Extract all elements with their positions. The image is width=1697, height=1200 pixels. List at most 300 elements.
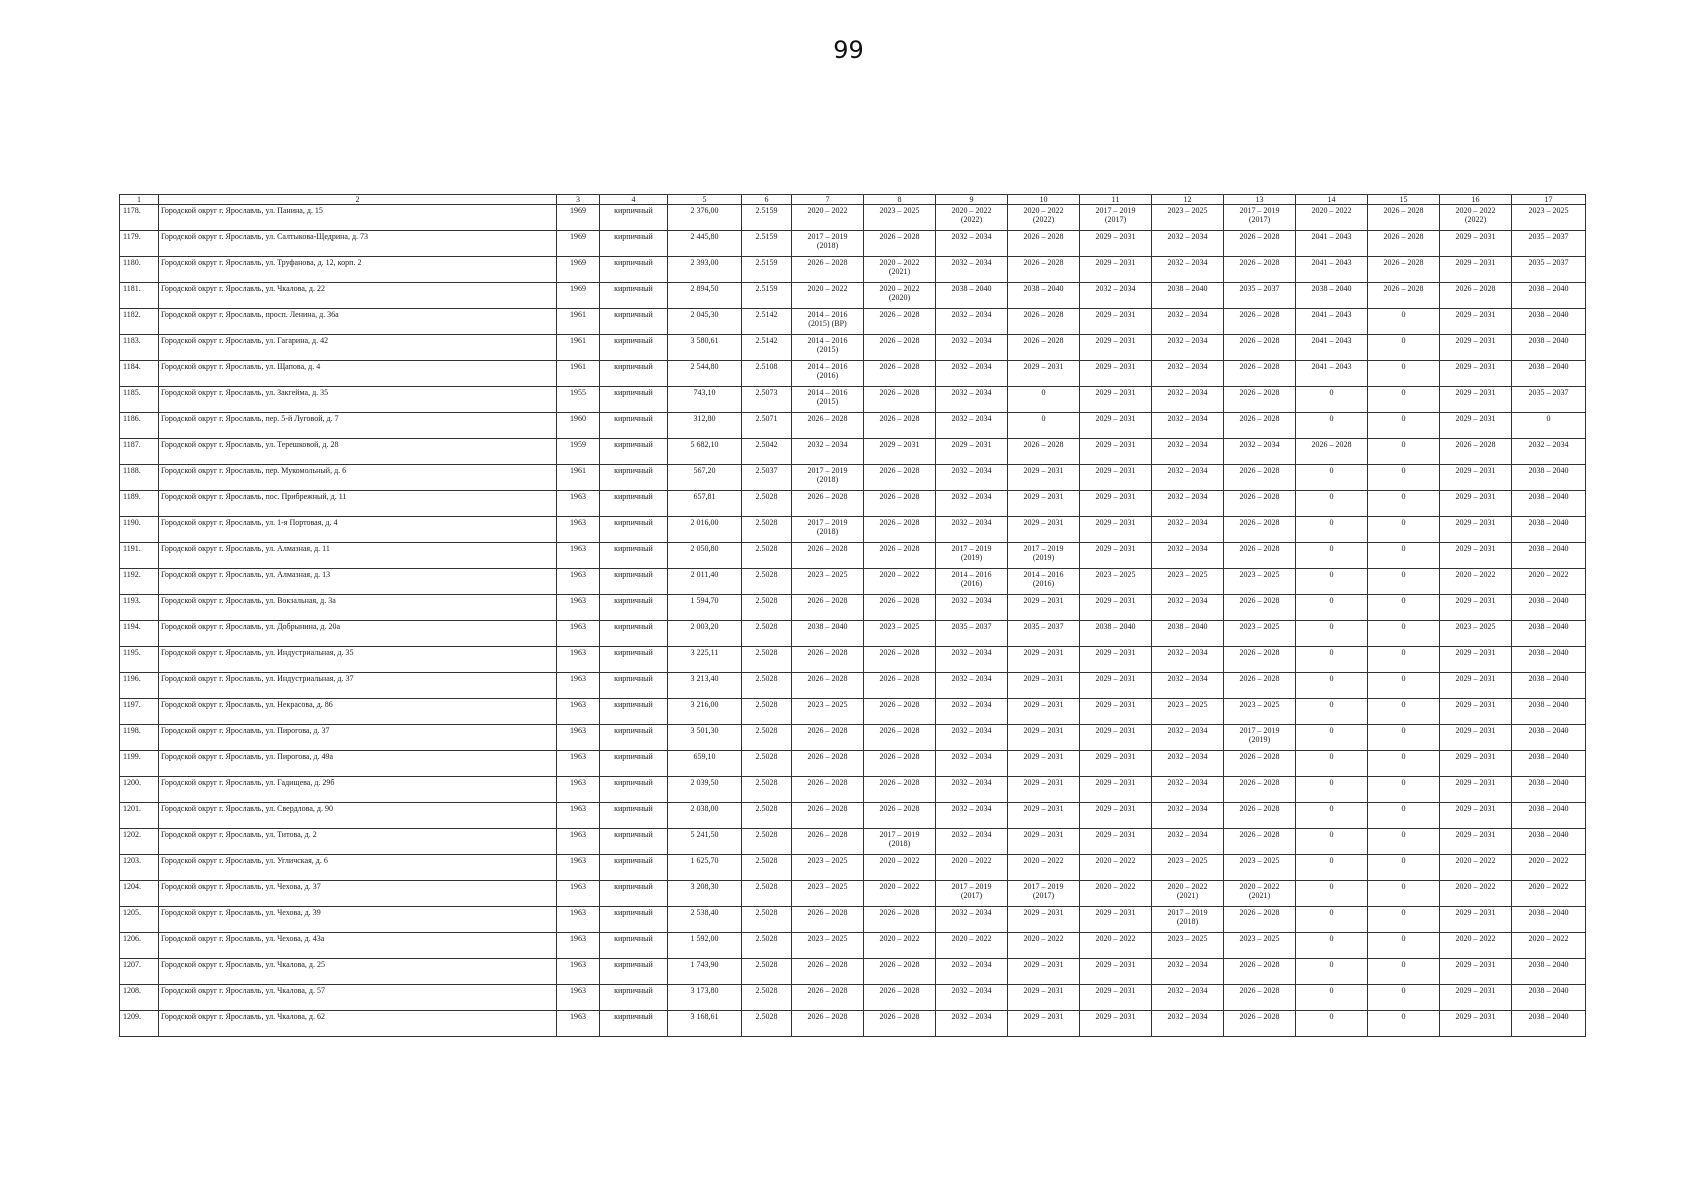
period-range: 2038 – 2040	[1528, 492, 1569, 501]
period-range: 2023 – 2025	[879, 622, 920, 631]
period-cell-col-14	[1296, 699, 1368, 725]
row-number: 1192.	[120, 569, 159, 595]
period-cell-col-15	[1368, 933, 1440, 959]
period-range: 2026 – 2028	[1383, 206, 1424, 215]
area-cell: 743,10	[668, 387, 742, 413]
period-range: 2029 – 2031	[1095, 778, 1136, 787]
period-range: 2026 – 2028	[879, 466, 920, 475]
period-cell-col-14	[1296, 231, 1368, 257]
period-range: 2029 – 2031	[1023, 908, 1064, 917]
period-year: (2022)	[1032, 215, 1055, 224]
period-range: 2032 – 2034	[951, 648, 992, 657]
period-cell-col-12	[1152, 673, 1224, 699]
period-cell-col-11	[1080, 829, 1152, 855]
table-row	[120, 725, 1586, 751]
period-cell-col-15	[1368, 491, 1440, 517]
capital-repair-schedule-table	[119, 194, 1586, 1037]
row-number: 1187.	[120, 439, 159, 465]
period-range: 0	[1329, 596, 1334, 605]
period-range: 2029 – 2031	[1455, 388, 1496, 397]
period-range: 2023 – 2025	[1528, 206, 1569, 215]
period-cell-col-17	[1512, 725, 1586, 751]
period-range: 2032 – 2034	[1167, 596, 1208, 605]
period-range: 2038 – 2040	[1528, 622, 1569, 631]
period-range: 2029 – 2031	[1023, 986, 1064, 995]
column-header-4: 4	[600, 195, 668, 205]
period-year: (2016)	[960, 579, 983, 588]
address-cell: Городской округ г. Ярославль, ул. Индустриальная, д. 35	[159, 647, 557, 673]
period-range: 2020 – 2022	[879, 882, 920, 891]
period-cell-col-13	[1224, 439, 1296, 465]
period-cell-col-13	[1224, 725, 1296, 751]
period-cell-col-8	[864, 1011, 936, 1037]
period-range: 0	[1401, 674, 1406, 683]
period-range: 2026 – 2028	[1239, 596, 1280, 605]
build-year-cell: 1963	[557, 699, 600, 725]
period-cell-col-13	[1224, 621, 1296, 647]
period-cell-col-15	[1368, 335, 1440, 361]
address-cell: Городской округ г. Ярославль, ул. Гагарина, д. 42	[159, 335, 557, 361]
period-cell-col-12	[1152, 907, 1224, 933]
period-range: 2029 – 2031	[1023, 752, 1064, 761]
period-range: 2026 – 2028	[879, 232, 920, 241]
period-range: 2026 – 2028	[879, 414, 920, 423]
address-cell: Городской округ г. Ярославль, ул. Закгейма, д. 35	[159, 387, 557, 413]
build-year-cell: 1963	[557, 777, 600, 803]
period-range: 2026 – 2028	[1239, 544, 1280, 553]
period-cell-col-16	[1440, 933, 1512, 959]
period-range: 0	[1041, 388, 1046, 397]
column-header-16: 16	[1440, 195, 1512, 205]
period-range: 2038 – 2040	[1528, 1012, 1569, 1021]
period-range: 2032 – 2034	[951, 726, 992, 735]
period-cell-col-9	[936, 985, 1008, 1011]
column-header-9: 9	[936, 195, 1008, 205]
period-range: 2026 – 2028	[879, 648, 920, 657]
table-row	[120, 595, 1586, 621]
wall-material-cell: кирпичный	[600, 647, 668, 673]
period-cell-col-11	[1080, 699, 1152, 725]
build-year-cell: 1963	[557, 933, 600, 959]
wall-material-cell: кирпичный	[600, 205, 668, 231]
period-cell-col-8	[864, 309, 936, 335]
period-cell-col-11	[1080, 517, 1152, 543]
period-cell-col-14	[1296, 517, 1368, 543]
period-cell-col-9	[936, 751, 1008, 777]
period-cell-col-8	[864, 439, 936, 465]
period-range: 0	[1329, 752, 1334, 761]
address-cell: Городской округ г. Ярославль, ул. Панина, д. 15	[159, 205, 557, 231]
period-range: 2014 – 2016	[1023, 570, 1064, 579]
period-cell-col-8	[864, 751, 936, 777]
wall-material-cell: кирпичный	[600, 361, 668, 387]
period-range: 2032 – 2034	[1167, 440, 1208, 449]
table-row	[120, 517, 1586, 543]
period-cell-col-11	[1080, 751, 1152, 777]
period-cell-col-9	[936, 725, 1008, 751]
period-cell-col-8	[864, 543, 936, 569]
period-range: 2026 – 2028	[1239, 518, 1280, 527]
period-cell-col-11	[1080, 803, 1152, 829]
period-range: 0	[1401, 648, 1406, 657]
column-header-17: 17	[1512, 195, 1586, 205]
period-range: 2026 – 2028	[1239, 362, 1280, 371]
period-cell-col-16	[1440, 699, 1512, 725]
period-range: 2035 – 2037	[1528, 232, 1569, 241]
wall-material-cell: кирпичный	[600, 699, 668, 725]
header-row	[120, 195, 1586, 205]
row-number: 1197.	[120, 699, 159, 725]
period-cell-col-9	[936, 543, 1008, 569]
code-cell: 2.5108	[742, 361, 792, 387]
row-number: 1202.	[120, 829, 159, 855]
wall-material-cell: кирпичный	[600, 491, 668, 517]
period-range: 2029 – 2031	[1095, 544, 1136, 553]
period-cell-col-14	[1296, 621, 1368, 647]
area-cell: 657,81	[668, 491, 742, 517]
period-cell-col-11	[1080, 335, 1152, 361]
period-cell-col-10	[1008, 231, 1080, 257]
period-range: 2026 – 2028	[807, 830, 848, 839]
period-range: 2020 – 2022	[1023, 856, 1064, 865]
area-cell: 2 011,40	[668, 569, 742, 595]
period-range: 2029 – 2031	[1023, 960, 1064, 969]
period-cell-col-15	[1368, 803, 1440, 829]
period-range: 2032 – 2034	[1167, 336, 1208, 345]
period-cell-col-9	[936, 257, 1008, 283]
period-range: 2032 – 2034	[951, 362, 992, 371]
period-range: 2032 – 2034	[1167, 518, 1208, 527]
period-cell-col-14	[1296, 647, 1368, 673]
period-range: 0	[1329, 986, 1334, 995]
period-range: 2038 – 2040	[1528, 310, 1569, 319]
period-range: 0	[1401, 596, 1406, 605]
period-cell-col-9	[936, 881, 1008, 907]
period-range: 2038 – 2040	[1528, 778, 1569, 787]
period-range: 2020 – 2022	[879, 258, 920, 267]
address-cell: Городской округ г. Ярославль, пос. Прибрежный, д. 11	[159, 491, 557, 517]
period-range: 0	[1401, 518, 1406, 527]
address-cell: Городской округ г. Ярославль, пер. 5-й Луговой, д. 7	[159, 413, 557, 439]
period-cell-col-13	[1224, 387, 1296, 413]
period-range: 2026 – 2028	[1239, 960, 1280, 969]
period-cell-col-7	[792, 725, 864, 751]
column-header-7: 7	[792, 195, 864, 205]
period-range: 0	[1329, 518, 1334, 527]
period-cell-col-9	[936, 907, 1008, 933]
row-number: 1191.	[120, 543, 159, 569]
address-cell: Городской округ г. Ярославль, ул. Некрасова, д. 86	[159, 699, 557, 725]
period-cell-col-7	[792, 647, 864, 673]
period-cell-col-12	[1152, 829, 1224, 855]
period-cell-col-8	[864, 803, 936, 829]
period-cell-col-14	[1296, 335, 1368, 361]
period-cell-col-8	[864, 231, 936, 257]
period-range: 2032 – 2034	[1167, 986, 1208, 995]
period-cell-col-17	[1512, 959, 1586, 985]
period-range: 2032 – 2034	[1167, 648, 1208, 657]
address-cell: Городской округ г. Ярославль, ул. Щапова, д. 4	[159, 361, 557, 387]
code-cell: 2.5028	[742, 777, 792, 803]
table-row	[120, 491, 1586, 517]
row-number: 1178.	[120, 205, 159, 231]
period-range: 2026 – 2028	[807, 752, 848, 761]
period-cell-col-9	[936, 205, 1008, 231]
period-range: 2026 – 2028	[879, 362, 920, 371]
period-cell-col-17	[1512, 829, 1586, 855]
period-cell-col-12	[1152, 647, 1224, 673]
period-year: (2016)	[1032, 579, 1055, 588]
period-cell-col-9	[936, 283, 1008, 309]
code-cell: 2.5028	[742, 699, 792, 725]
period-year: (2021)	[1176, 891, 1199, 900]
period-range: 2020 – 2022	[1455, 856, 1496, 865]
period-cell-col-14	[1296, 881, 1368, 907]
period-cell-col-15	[1368, 725, 1440, 751]
period-cell-col-7	[792, 699, 864, 725]
period-cell-col-11	[1080, 309, 1152, 335]
row-number: 1209.	[120, 1011, 159, 1037]
period-cell-col-8	[864, 517, 936, 543]
period-cell-col-16	[1440, 985, 1512, 1011]
period-cell-col-9	[936, 699, 1008, 725]
period-range: 2029 – 2031	[1095, 466, 1136, 475]
period-cell-col-13	[1224, 933, 1296, 959]
period-range: 2032 – 2034	[1167, 492, 1208, 501]
period-cell-col-13	[1224, 777, 1296, 803]
period-range: 2032 – 2034	[951, 700, 992, 709]
period-range: 2041 – 2043	[1311, 310, 1352, 319]
period-cell-col-11	[1080, 673, 1152, 699]
table-row	[120, 387, 1586, 413]
period-cell-col-15	[1368, 283, 1440, 309]
period-cell-col-11	[1080, 205, 1152, 231]
period-range: 2029 – 2031	[1455, 1012, 1496, 1021]
period-range: 2020 – 2022	[1528, 856, 1569, 865]
period-cell-col-9	[936, 335, 1008, 361]
period-cell-col-9	[936, 777, 1008, 803]
code-cell: 2.5028	[742, 985, 792, 1011]
period-range: 2029 – 2031	[1095, 726, 1136, 735]
row-number: 1182.	[120, 309, 159, 335]
period-cell-col-11	[1080, 439, 1152, 465]
row-number: 1185.	[120, 387, 159, 413]
period-range: 2026 – 2028	[879, 518, 920, 527]
build-year-cell: 1960	[557, 413, 600, 439]
period-cell-col-16	[1440, 205, 1512, 231]
wall-material-cell: кирпичный	[600, 777, 668, 803]
period-year: (2018)	[1176, 917, 1199, 926]
period-range: 0	[1329, 544, 1334, 553]
period-cell-col-7	[792, 881, 864, 907]
period-cell-col-14	[1296, 933, 1368, 959]
period-range: 2020 – 2022	[1455, 882, 1496, 891]
period-cell-col-9	[936, 621, 1008, 647]
period-range: 2029 – 2031	[1023, 648, 1064, 657]
address-cell: Городской округ г. Ярославль, ул. Чкалова, д. 25	[159, 959, 557, 985]
period-range: 2032 – 2034	[951, 466, 992, 475]
period-range: 2041 – 2043	[1311, 362, 1352, 371]
period-range: 0	[1329, 492, 1334, 501]
period-cell-col-8	[864, 361, 936, 387]
period-cell-col-11	[1080, 257, 1152, 283]
area-cell: 2 445,80	[668, 231, 742, 257]
period-range: 2035 – 2037	[1528, 388, 1569, 397]
column-header-1: 1	[120, 195, 159, 205]
period-cell-col-16	[1440, 751, 1512, 777]
column-header-15: 15	[1368, 195, 1440, 205]
column-header-6: 6	[742, 195, 792, 205]
wall-material-cell: кирпичный	[600, 829, 668, 855]
build-year-cell: 1963	[557, 881, 600, 907]
period-cell-col-8	[864, 829, 936, 855]
period-cell-col-10	[1008, 699, 1080, 725]
build-year-cell: 1959	[557, 439, 600, 465]
build-year-cell: 1963	[557, 985, 600, 1011]
period-range: 2032 – 2034	[951, 986, 992, 995]
period-cell-col-9	[936, 829, 1008, 855]
area-cell: 3 173,80	[668, 985, 742, 1011]
period-cell-col-9	[936, 465, 1008, 491]
period-cell-col-15	[1368, 231, 1440, 257]
period-range: 2020 – 2022	[1095, 882, 1136, 891]
period-cell-col-15	[1368, 907, 1440, 933]
period-cell-col-10	[1008, 673, 1080, 699]
period-year: (2015) (ВР)	[808, 319, 847, 328]
period-cell-col-13	[1224, 829, 1296, 855]
period-cell-col-10	[1008, 205, 1080, 231]
period-year: (2017)	[1248, 215, 1271, 224]
area-cell: 2 544,80	[668, 361, 742, 387]
area-cell: 3 208,30	[668, 881, 742, 907]
period-cell-col-9	[936, 673, 1008, 699]
area-cell: 5 682,10	[668, 439, 742, 465]
period-range: 0	[1401, 908, 1406, 917]
build-year-cell: 1961	[557, 335, 600, 361]
period-cell-col-11	[1080, 959, 1152, 985]
period-cell-col-15	[1368, 751, 1440, 777]
period-cell-col-10	[1008, 543, 1080, 569]
wall-material-cell: кирпичный	[600, 881, 668, 907]
column-header-2: 2	[159, 195, 557, 205]
period-range: 2032 – 2034	[1167, 830, 1208, 839]
period-range: 2023 – 2025	[1167, 700, 1208, 709]
period-cell-col-10	[1008, 439, 1080, 465]
build-year-cell: 1963	[557, 907, 600, 933]
period-cell-col-7	[792, 1011, 864, 1037]
period-range: 0	[1329, 674, 1334, 683]
period-cell-col-10	[1008, 855, 1080, 881]
period-range: 2038 – 2040	[807, 622, 848, 631]
period-range: 2029 – 2031	[1455, 804, 1496, 813]
period-range: 0	[1329, 778, 1334, 787]
period-range: 2026 – 2028	[1023, 310, 1064, 319]
period-cell-col-12	[1152, 985, 1224, 1011]
period-cell-col-15	[1368, 257, 1440, 283]
area-cell: 3 168,61	[668, 1011, 742, 1037]
period-cell-col-9	[936, 933, 1008, 959]
period-cell-col-8	[864, 491, 936, 517]
period-range: 2026 – 2028	[1239, 388, 1280, 397]
period-range: 2038 – 2040	[1095, 622, 1136, 631]
period-cell-col-12	[1152, 543, 1224, 569]
build-year-cell: 1963	[557, 543, 600, 569]
period-range: 2038 – 2040	[1528, 804, 1569, 813]
area-cell: 5 241,50	[668, 829, 742, 855]
period-year: (2020)	[888, 293, 911, 302]
period-cell-col-13	[1224, 335, 1296, 361]
column-header-13: 13	[1224, 195, 1296, 205]
period-range: 2029 – 2031	[1095, 648, 1136, 657]
period-range: 2035 – 2037	[1239, 284, 1280, 293]
period-range: 0	[1401, 336, 1406, 345]
area-cell: 659,10	[668, 751, 742, 777]
row-number: 1188.	[120, 465, 159, 491]
period-cell-col-16	[1440, 335, 1512, 361]
period-range: 2026 – 2028	[1239, 310, 1280, 319]
period-cell-col-16	[1440, 361, 1512, 387]
build-year-cell: 1963	[557, 491, 600, 517]
period-cell-col-12	[1152, 283, 1224, 309]
period-range: 2032 – 2034	[1167, 726, 1208, 735]
wall-material-cell: кирпичный	[600, 855, 668, 881]
period-range: 0	[1329, 388, 1334, 397]
period-cell-col-17	[1512, 205, 1586, 231]
code-cell: 2.5073	[742, 387, 792, 413]
period-cell-col-13	[1224, 361, 1296, 387]
period-range: 2029 – 2031	[1455, 726, 1496, 735]
table-row	[120, 751, 1586, 777]
area-cell: 2 538,40	[668, 907, 742, 933]
period-cell-col-11	[1080, 855, 1152, 881]
period-range: 2029 – 2031	[1023, 674, 1064, 683]
period-cell-col-7	[792, 517, 864, 543]
period-year: (2019)	[1248, 735, 1271, 744]
period-cell-col-7	[792, 985, 864, 1011]
period-range: 2017 – 2019	[951, 544, 992, 553]
period-cell-col-7	[792, 543, 864, 569]
period-range: 2029 – 2031	[1095, 232, 1136, 241]
period-cell-col-13	[1224, 205, 1296, 231]
period-range: 2026 – 2028	[1239, 830, 1280, 839]
period-range: 2032 – 2034	[951, 310, 992, 319]
period-range: 2032 – 2034	[951, 908, 992, 917]
code-cell: 2.5071	[742, 413, 792, 439]
build-year-cell: 1963	[557, 595, 600, 621]
period-cell-col-16	[1440, 491, 1512, 517]
period-cell-col-15	[1368, 985, 1440, 1011]
period-cell-col-17	[1512, 387, 1586, 413]
row-number: 1189.	[120, 491, 159, 517]
period-cell-col-14	[1296, 491, 1368, 517]
period-cell-col-9	[936, 309, 1008, 335]
period-range: 2029 – 2031	[1455, 986, 1496, 995]
wall-material-cell: кирпичный	[600, 959, 668, 985]
period-cell-col-15	[1368, 855, 1440, 881]
period-cell-col-14	[1296, 569, 1368, 595]
period-range: 2029 – 2031	[1023, 518, 1064, 527]
build-year-cell: 1961	[557, 309, 600, 335]
code-cell: 2.5159	[742, 231, 792, 257]
period-cell-col-14	[1296, 595, 1368, 621]
period-range: 2029 – 2031	[1455, 414, 1496, 423]
period-cell-col-12	[1152, 699, 1224, 725]
period-range: 2032 – 2034	[1167, 258, 1208, 267]
period-cell-col-8	[864, 205, 936, 231]
row-number: 1179.	[120, 231, 159, 257]
period-range: 2026 – 2028	[1239, 1012, 1280, 1021]
period-cell-col-10	[1008, 907, 1080, 933]
